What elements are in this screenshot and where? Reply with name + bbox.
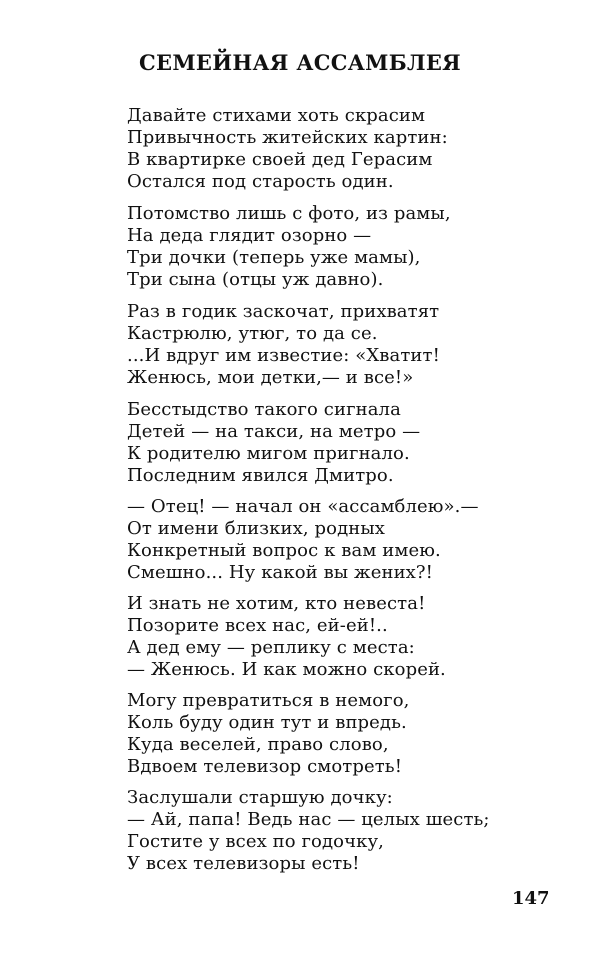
- poem-line: — Отец! — начал он «ассамблею».—: [127, 496, 479, 517]
- poem-line: Заслушали старшую дочку:: [127, 787, 393, 808]
- poem-line: Вдвоем телевизор смотреть!: [127, 756, 403, 777]
- poem-line: Потомство лишь с фото, из рамы,: [127, 203, 451, 224]
- stanza: [127, 203, 567, 301]
- poem-line: Раз в годик заскочат, прихватят: [127, 301, 440, 322]
- page-number: 147: [512, 888, 550, 909]
- stanza: [127, 301, 567, 399]
- stanza: [127, 399, 567, 496]
- poem-line: Могу превратиться в немого,: [127, 690, 410, 711]
- poem-line: Гостите у всех по годочку,: [127, 831, 384, 852]
- poem-line: На деда глядит озорно —: [127, 225, 372, 246]
- poem-line: Куда веселей, право слово,: [127, 734, 389, 755]
- poem-body: [127, 105, 567, 884]
- poem-line: Женюсь, мои детки,— и все!»: [127, 367, 414, 388]
- poem-line: В квартирке своей дед Герасим: [127, 149, 433, 170]
- stanza: [127, 496, 567, 593]
- poem-line: От имени близких, родных: [127, 518, 386, 539]
- poem-line: Коль буду один тут и впредь.: [127, 712, 407, 733]
- poem-line: Конкретный вопрос к вам имею.: [127, 540, 441, 561]
- poem-line: А дед ему — реплику с места:: [127, 637, 415, 658]
- poem-line: К родителю мигом пригнало.: [127, 443, 410, 464]
- poem-line: Позорите всех нас, ей-ей!..: [127, 615, 388, 636]
- poem-line: И знать не хотим, кто невеста!: [127, 593, 426, 614]
- poem-line: Три сына (отцы уж давно).: [127, 269, 384, 290]
- poem-line: Привычность житейских картин:: [127, 127, 448, 148]
- poem-line: ...И вдруг им известие: «Хватит!: [127, 345, 440, 366]
- poem-line: Смешно... Ну какой вы жених?!: [127, 562, 433, 583]
- poem-line: — Ай, папа! Ведь нас — целых шесть;: [127, 809, 490, 830]
- poem-line: Кастрюлю, утюг, то да се.: [127, 323, 378, 344]
- poem-line: У всех телевизоры есть!: [127, 853, 360, 874]
- poem-line: Детей — на такси, на метро —: [127, 421, 421, 442]
- stanza: [127, 105, 567, 203]
- poem-line: — Женюсь. И как можно скорей.: [127, 659, 446, 680]
- poem-line: Последним явился Дмитро.: [127, 465, 394, 486]
- stanza: [127, 787, 567, 884]
- poem-line: Бесстыдство такого сигнала: [127, 399, 401, 420]
- stanza: [127, 690, 567, 787]
- poem-title: СЕМЕЙНАЯ АССАМБЛЕЯ: [139, 50, 461, 75]
- stanza: [127, 593, 567, 690]
- poem-line: Остался под старость один.: [127, 171, 394, 192]
- poem-line: Давайте стихами хоть скрасим: [127, 105, 426, 126]
- poem-line: Три дочки (теперь уже мамы),: [127, 247, 421, 268]
